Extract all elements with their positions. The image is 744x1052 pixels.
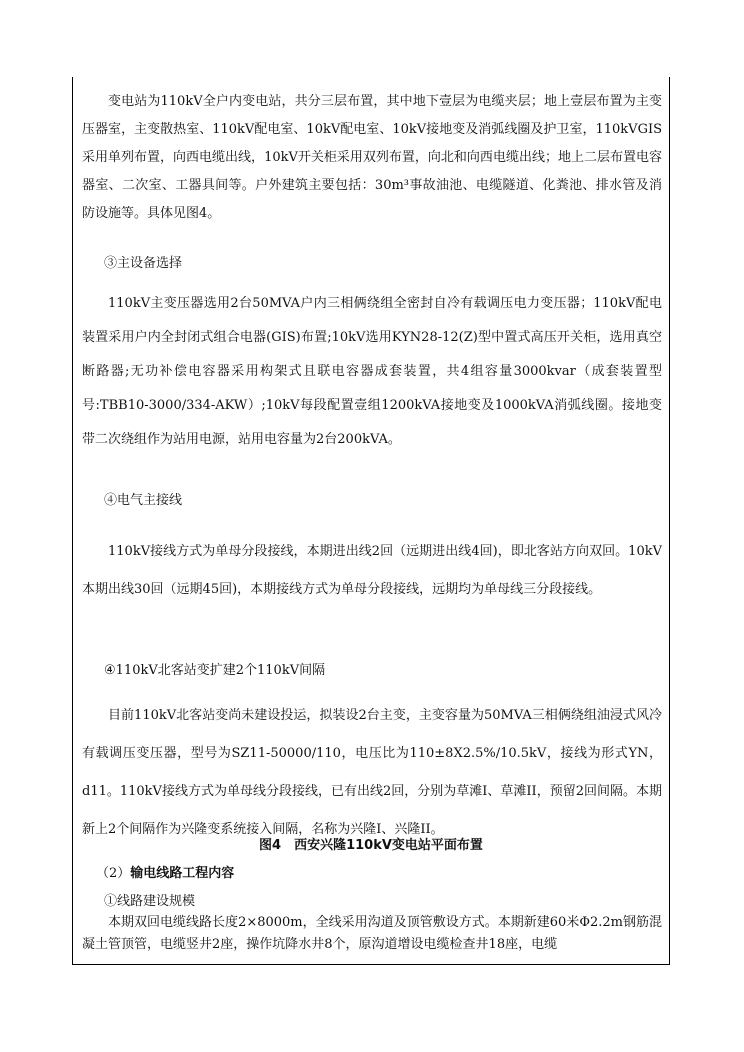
heading-expansion: ④110kV北客站变扩建2个110kV间隔 [104,663,326,678]
heading-line-scale: ①线路建设规模 [104,894,196,909]
heading-main-wiring: ④电气主接线 [104,493,183,508]
section-title: 输电线路工程内容 [130,866,235,881]
paragraph-expansion: 目前110kV北客站变尚未建设投运，拟装设2台主变，主变容量为50MVA三相俩绕组油浸式风冷有载调压变压器，型号为SZ11-50000/110，电压比为110±8X2.5%/10.5kV，接线为形式YN，d11。110kV接线方式为单母线分段接线，已有出线2回，分别为草滩I、草滩II，预留2回间隔。本期新上2个间隔作为兴隆变系统接入间隔，名称为兴隆I、兴隆II。 [82,708,662,837]
section-heading-transmission [96,864,234,884]
figure-caption: 图4 西安兴隆110kV变电站平面布置 [259,838,483,853]
paragraph-layout: 变电站为110kV全户内变电站，共分三层布置，其中地下壹层为电缆夹层；地上壹层布置为主变压器室，主变散热室、110kV配电室、10kV配电室、10kV接地变及消弧线圈及护卫室，110kVGIS采用单列布置，向西电缆出线，10kV开关柜采用双列布置，向北和向西电缆出线；地上二层布置电容器室、二次室、工器具间等。户外建筑主要包括：30m³事故油池、电缆隧道、化粪池、排水管及消防设施等。具体见图4。 [82,94,662,221]
section-number: （2） [96,866,131,881]
heading-main-equipment: ③主设备选择 [104,256,183,271]
paragraph-wiring: 110kV接线方式为单母分段接线，本期进出线2回（远期进出线4回)，即北客站方向双回。10kV本期出线30回（远期45回)，本期接线方式为单母分段接线，远期均为单母线三分段接线。 [82,544,662,597]
paragraph-line-scale: 本期双回电缆线路长度2×8000m，全线采用沟道及顶管敷设方式。本期新建60米Φ2.2m钢筋混凝土管顶管，电缆竖井2座，操作坑降水井8个，原沟道增设电缆检查井18座，电缆 [82,915,662,952]
paragraph-equipment: 110kV主变压器选用2台50MVA户内三相俩绕组全密封自冷有载调压电力变压器；110kV配电装置采用户内全封闭式组合电器(GIS)布置;10kV选用KYN28-12(Z)型中置式高压开关柜，选用真空断路器;无功补偿电容器采用构架式且联电容器成套装置，共4组容量3000kvar（成套装置型号:TBB10-3000/334-AKW）;10kV每段配置壹组1200kVA接地变及1000kVA消弧线圈。接地变带二次绕组作为站用电源，站用电容量为2台200kVA。 [82,296,662,447]
